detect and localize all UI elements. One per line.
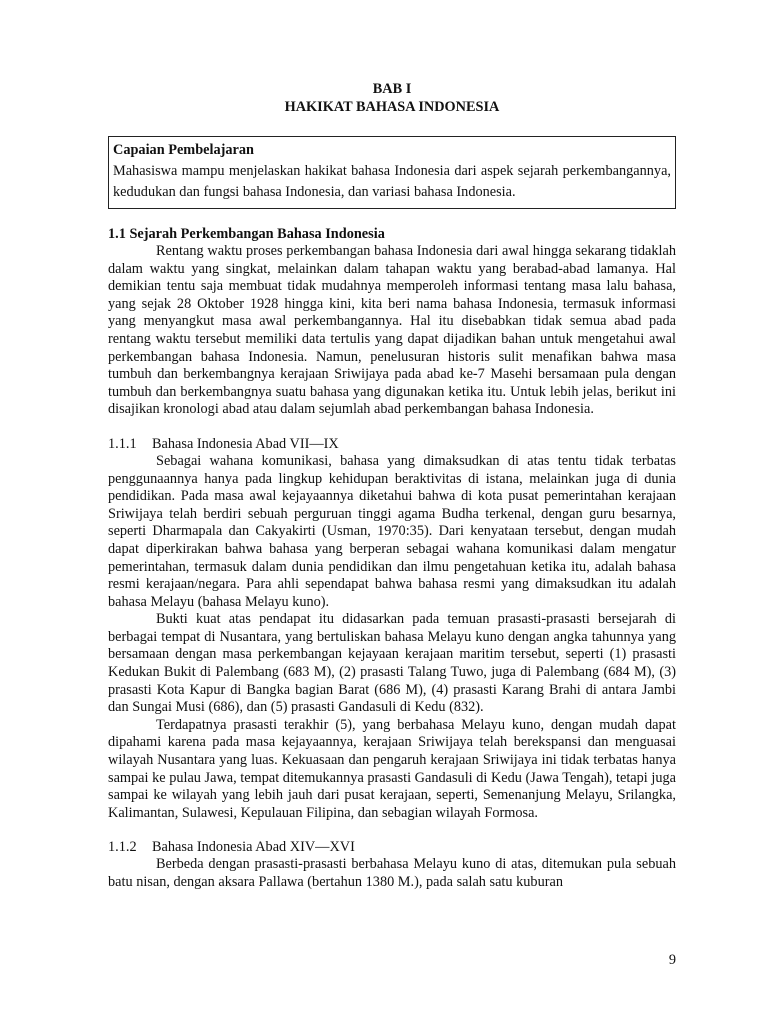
subsection-heading-1-1-2 [108, 838, 676, 856]
capaian-text: Mahasiswa mampu menjelaskan hakikat bahasa Indonesia dari aspek sejarah perkembangannya, kedudukan dan fungsi bahasa Indonesia, dan variasi bahasa Indonesia. [113, 163, 671, 200]
subsection-title: Bahasa Indonesia Abad XIV—XVI [152, 839, 355, 856]
subsection-number: 1.1.2 [108, 839, 137, 856]
page-number: 9 [668, 952, 676, 968]
document-page [108, 80, 676, 892]
capaian-title: Capaian Pembelajaran [113, 142, 254, 158]
section-1-1-1-paragraph-3: Terdapatnya prasasti terakhir (5), yang berbahasa Melayu kuno, dengan mudah dapat dipahami karena pada masa kejayaannya, kerajaan Sriwijaya telah berekspansi dan menguasai wilayah Nusantara yang luas. Kekuasaan dan pengaruh kerajaan Sriwijaya ini tidak terbatas hanya sampai ke pulau Jawa, tempat ditemukannya prasasti Gandasuli di Kedu (Jawa Tengah), tetapi juga sampai ke wilayah yang lebih jauh dari pusat kerajaan, seperti, Semenanjung Melayu, Srilangka, Kalimantan, Sulawesi, Kepulauan Filipina, dan sebagian wilayah Formosa. [108, 716, 676, 821]
subsection-title: Bahasa Indonesia Abad VII—IX [152, 435, 339, 452]
section-title-1-1: 1.1 Sejarah Perkembangan Bahasa Indonesia [108, 226, 385, 242]
section-1-1-1-paragraph-1: Sebagai wahana komunikasi, bahasa yang dimaksudkan di atas tentu tidak terbatas penggunaannya hanya pada lingkup kehidupan beraktivitas di istana, melainkan juga di dunia pendidikan. Pada masa awal kejayaannya diketahui bahwa di kota pusat pemerintahan kerajaan Sriwijaya telah berdiri sebuah perguruan tinggi agama Budha terkenal, dengan guru besarnya, seperti Dharmapala dan Cakyakirti (Usman, 1970:35). Dari kenyataan tersebut, dengan mudah dapat diperkirakan bahwa bahasa yang berperan sebagai wahana komunikasi dalam mengatur pemerintahan, termasuk dalam dunia pendidikan dan ilmu pengetahuan ketika itu, adalah bahasa resmi kerajaan/negara. Para ahli sependapat bahwa bahasa resmi yang dimaksudkan itu adalah bahasa Melayu (bahasa Melayu kuno). [108, 452, 676, 610]
section-1-1-paragraph: Rentang waktu proses perkembangan bahasa Indonesia dari awal hingga sekarang tidaklah dalam waktu yang singkat, melainkan dalam tahapan waktu yang berabad-abad lamanya. Hal demikian tentu saja membuat tidak mudahnya memperoleh informasi tentang masa lalu bahasa, yang sejak 28 Oktober 1928 hingga kini, kita beri nama bahasa Indonesia, termasuk informasi yang menyangkut masa awal perkembangannya. Hal itu disebabkan tidak semua abad pada rentang waktu tersebut memiliki data tertulis yang dapat dijadikan bahan untuk mengetahui awal perkembangan bahasa Indonesia. Namun, penelusuran historis sulit menafikan bahwa masa tumbuh dan berkembangnya kerajaan Sriwijaya pada abad ke-7 Masehi bersamaan pula dengan tumbuh dan berkembangnya suatu bahasa yang digunakan ketika itu. Untuk lebih jelas, berikut ini disajikan kronologi abad atau dalam sejumlah abad perkembangan bahasa Indonesia. [108, 243, 676, 418]
subsection-heading-1-1-1 [108, 435, 676, 453]
chapter-label: BAB I [372, 81, 412, 97]
capaian-pembelajaran-box [108, 136, 676, 209]
section-1-1-2-paragraph-1: Berbeda dengan prasasti-prasasti berbahasa Melayu kuno di atas, ditemukan pula sebuah batu nisan, dengan aksara Pallawa (bertahun 1380 M.), pada salah satu kuburan [108, 856, 676, 890]
subsection-number: 1.1.1 [108, 435, 137, 452]
chapter-title: HAKIKAT BAHASA INDONESIA [284, 99, 500, 115]
chapter-heading [108, 80, 676, 116]
section-1-1-1-paragraph-2: Bukti kuat atas pendapat itu didasarkan pada temuan prasasti-prasasti bersejarah di berbagai tempat di Nusantara, yang bertuliskan bahasa Melayu kuno dengan angka tahunnya yang bersamaan dengan masa perkembangan kejayaan kerajaan maritim tersebut, seperti (1) prasasti Kedukan Bukit di Palembang (683 M), (2) prasasti Talang Tuwo, juga di Palembang (684 M), (3) prasasti Kota Kapur di Bangka bagian Barat (686 M), (4) prasasti Karang Brahi di antara Jambi dan Sungai Musi (686), dan (5) prasasti Gandasuli di Kedu (832). [108, 611, 676, 716]
